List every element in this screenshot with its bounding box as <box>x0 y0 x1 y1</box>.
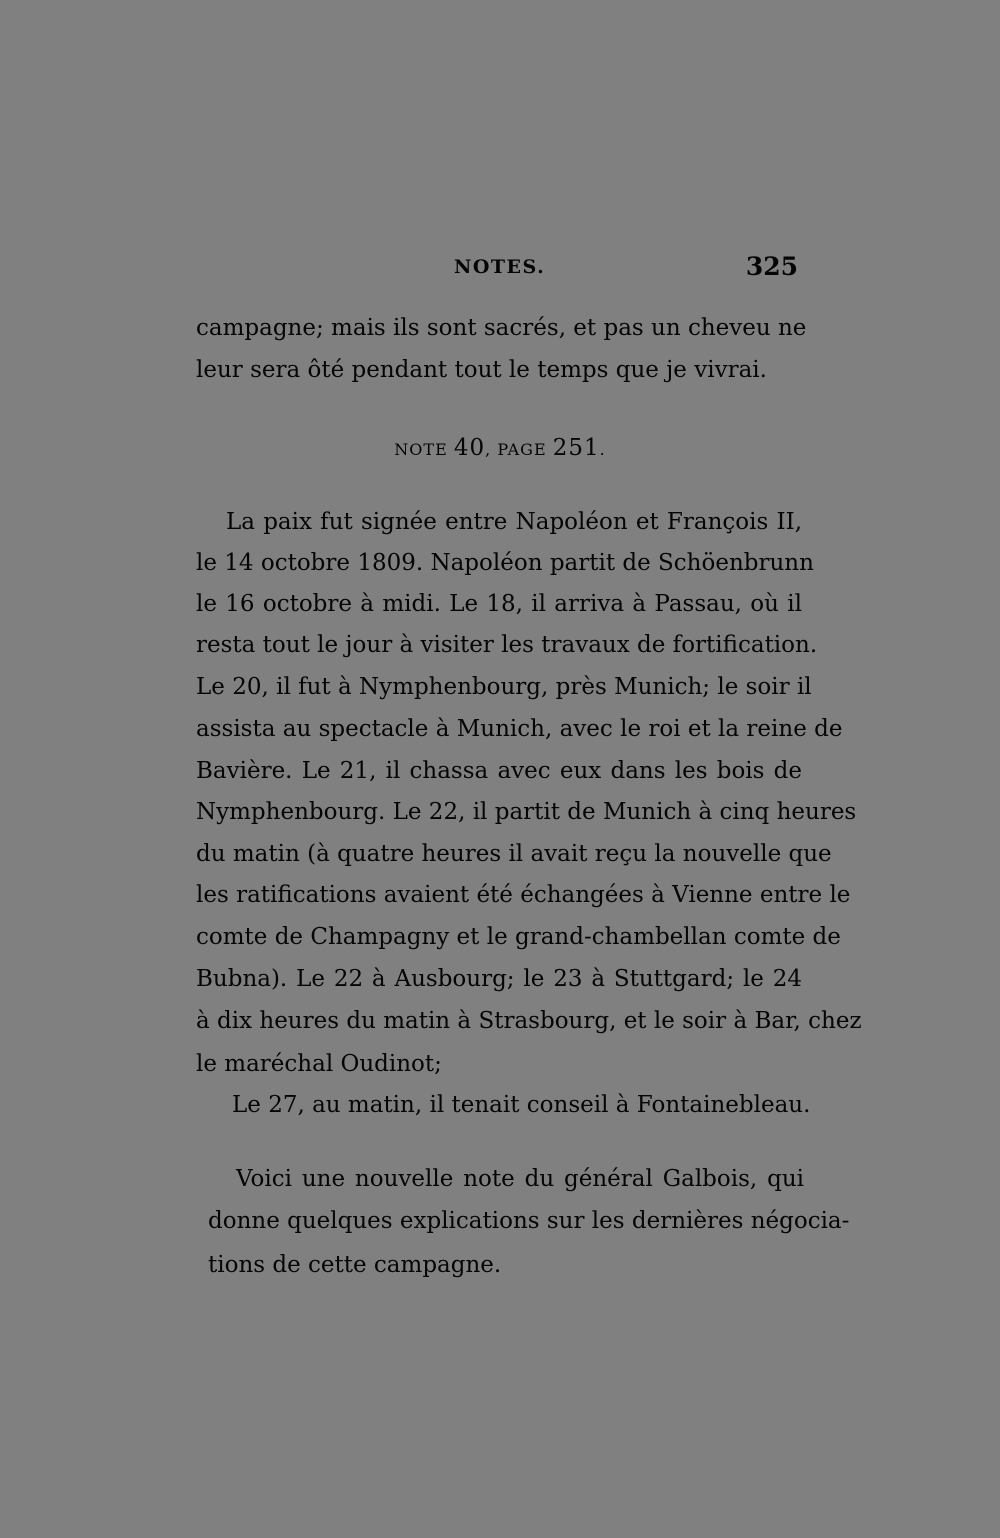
text-line: à dix heures du matin à Strasbourg, et le soir à Bar, chez <box>196 1008 862 1034</box>
text-line: Nymphenbourg. Le 22, il partit de Munich à cinq heures <box>196 799 857 825</box>
page-label: PAGE <box>497 440 547 459</box>
text-line: du matin (à quatre heures il avait reçu la nouvelle que <box>196 841 832 867</box>
text-line: resta tout le jour à visiter les travaux de fortification. <box>196 632 818 658</box>
text-line: le 16 octobre à midi. Le 18, il arriva à Passau, où il <box>196 591 802 617</box>
text-line: La paix fut signée entre Napoléon et François II, <box>226 509 802 535</box>
text-line: assista au spectacle à Munich, avec le roi et la reine de <box>196 716 843 742</box>
text-line: campagne; mais ils sont sacrés, et pas un cheveu ne <box>196 315 807 341</box>
text-line: le 14 octobre 1809. Napoléon partit de Schöenbrunn <box>196 550 814 576</box>
text-line: Le 20, il fut à Nymphenbourg, près Munich; le soir il <box>196 674 812 700</box>
note-heading <box>0 435 1000 461</box>
text-line: Bavière. Le 21, il chassa avec eux dans les bois de <box>196 758 802 784</box>
note-number: 40 <box>453 435 486 461</box>
note-heading-end: . <box>599 440 606 459</box>
note-separator: , <box>485 440 492 459</box>
text-line: Voici une nouvelle note du général Galbois, qui <box>236 1166 804 1192</box>
note-label: NOTE <box>394 440 448 459</box>
text-line: Bubna). Le 22 à Ausbourg; le 23 à Stuttgard; le 24 <box>196 966 802 992</box>
text-line: les ratifications avaient été échangées à Vienne entre le <box>196 882 851 908</box>
text-line: le maréchal Oudinot; <box>196 1051 442 1077</box>
running-head <box>196 252 800 286</box>
text-line: Le 27, au matin, il tenait conseil à Fontainebleau. <box>232 1092 811 1118</box>
text-line: donne quelques explications sur les dernières négocia- <box>208 1208 850 1234</box>
text-line: leur sera ôté pendant tout le temps que je vivrai. <box>196 357 767 383</box>
page-number: 325 <box>745 252 798 281</box>
running-title: NOTES. <box>454 256 546 278</box>
page-ref: 251 <box>552 435 600 461</box>
text-line: tions de cette campagne. <box>208 1252 502 1278</box>
text-line: comte de Champagny et le grand-chambellan comte de <box>196 924 841 950</box>
